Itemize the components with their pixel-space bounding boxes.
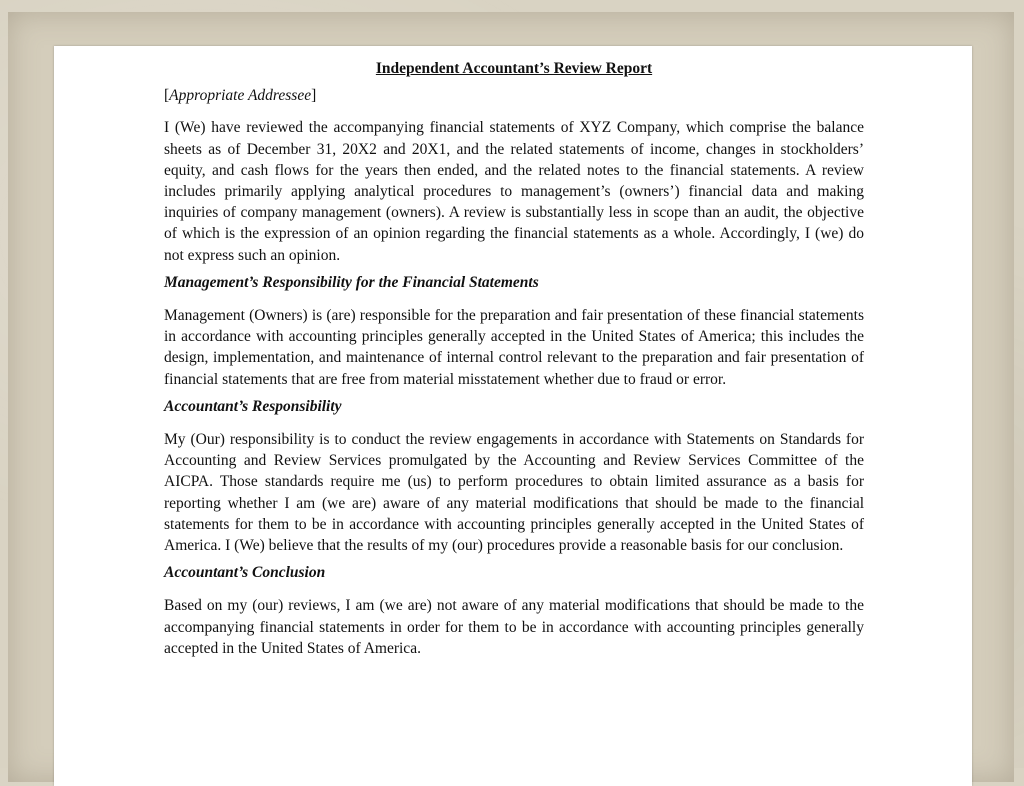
addressee-placeholder: Appropriate Addressee xyxy=(169,87,312,105)
section-body-conclusion: Based on my (our) reviews, I am (we are) not aware of any material modifications that should be made to the accompanying financial statements in order for them to be in accordance with accounting principles generally accepted in the United States of America. xyxy=(164,597,864,657)
intro-paragraph: I (We) have reviewed the accompanying financial statements of XYZ Company, which comprise the balance sheets as of December 31, 20X2 and 20X1, and the related statements of income, changes in stockholders’ equity, and cash flows for the years then ended, and the related notes to the financial statements. A review includes primarily applying analytical procedures to management’s (owners’) financial data and making inquiries of company management (owners). A review is substantially less in scope than an audit, the objective of which is the expression of an opinion regarding the financial statements as a whole. Accordingly, I (we) do not express such an opinion. xyxy=(164,119,864,264)
section-heading-responsibility: Accountant’s Responsibility xyxy=(164,397,342,415)
section-heading-conclusion: Accountant’s Conclusion xyxy=(164,564,326,582)
section-body-management: Management (Owners) is (are) responsible for the preparation and fair presentation of these financial statements in accordance with accounting principles generally accepted in the United States of America; this includes the design, implementation, and maintenance of internal control relevant to the preparation and fair presentation of financial statements that are free from material misstatement whether due to fraud or error. xyxy=(164,307,864,388)
document-page xyxy=(54,46,972,786)
addressee-bracket-close: ] xyxy=(311,87,317,105)
section-body-responsibility: My (Our) responsibility is to conduct the review engagements in accordance with Statements on Standards for Accounting and Review Services promulgated by the Accounting and Review Services Committee of the AICPA. Those standards require me (us) to perform procedures to obtain limited assurance as a basis for reporting whether I am (we are) aware of any material modifications that should be made to the financial statements for them to be in accordance with accounting principles generally accepted in the United States of America. I (We) believe that the results of my (our) procedures provide a reasonable basis for our conclusion. xyxy=(164,431,864,555)
addressee-bracket-open: [ xyxy=(164,87,170,105)
addressee-line xyxy=(164,85,864,106)
document-content xyxy=(164,58,864,665)
document-title: Independent Accountant’s Review Report xyxy=(375,60,653,77)
section-heading-management: Management’s Responsibility for the Financial Statements xyxy=(164,273,539,291)
